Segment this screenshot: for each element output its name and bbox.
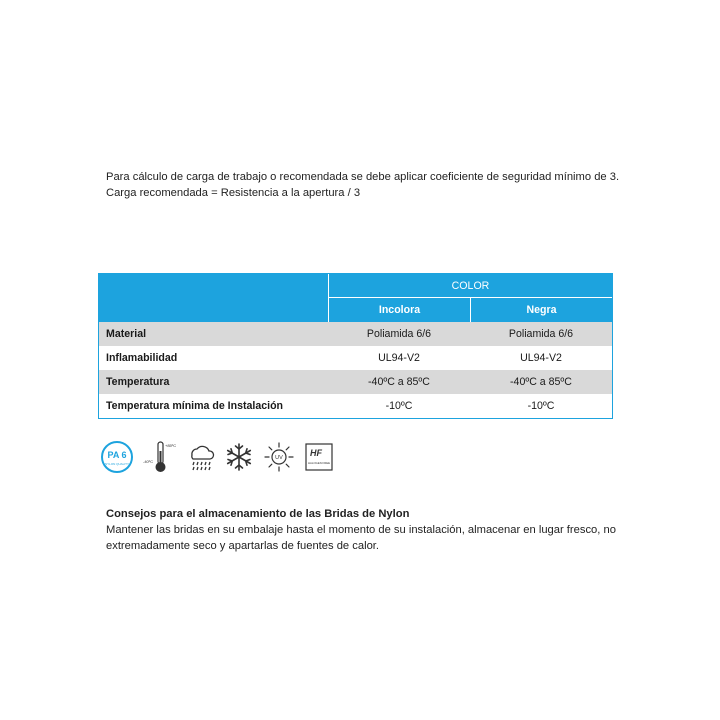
table-row <box>99 370 612 394</box>
header-empty-cell <box>99 298 328 322</box>
hf-sub-label: HALOGEN FREE <box>308 461 330 465</box>
cell-negra: Poliamida 6/6 <box>508 328 574 340</box>
cell-incolora: UL94-V2 <box>378 352 420 364</box>
cell-incolora: -40ºC a 85ºC <box>368 376 430 388</box>
uv-label: UV <box>275 455 283 461</box>
intro-line-2: Carga recomendada = Resistencia a la apertura / 3 <box>106 187 361 199</box>
thermometer-icon <box>140 439 184 475</box>
row-label: Temperatura <box>106 376 170 388</box>
header-incolora: Incolora <box>328 298 470 322</box>
cell-incolora: Poliamida 6/6 <box>366 328 432 340</box>
header-negra: Negra <box>470 298 612 322</box>
cell-negra: UL94-V2 <box>520 352 562 364</box>
halogen-free-icon <box>302 439 336 475</box>
table-row <box>99 394 612 418</box>
pa6-label: PA 6 <box>107 450 127 460</box>
specs-table <box>98 273 613 419</box>
feature-icons <box>100 438 336 476</box>
header-empty-cell <box>99 274 328 298</box>
table-header-row-2 <box>99 298 612 322</box>
row-label: Material <box>106 328 147 340</box>
row-label: Inflamabilidad <box>106 352 178 364</box>
table-row <box>99 322 612 346</box>
uv-sun-icon <box>262 439 296 475</box>
cell-negra: -10ºC <box>527 400 555 412</box>
table-row <box>99 346 612 370</box>
cell-negra: -40ºC a 85ºC <box>510 376 572 388</box>
hf-label: HF <box>310 448 322 458</box>
advice-title: Consejos para el almacenamiento de las Bridas de Nylon <box>106 508 410 520</box>
header-color: COLOR <box>328 274 612 298</box>
pa6-nylon-quality-icon <box>100 439 136 475</box>
table-header-row-1 <box>99 274 612 298</box>
cell-incolora: -10ºC <box>385 400 413 412</box>
advice-body: Mantener las bridas en su embalaje hasta el momento de su instalación, almacenar en lugar fresco, no extremadamente seco y apartarlas de fuentes de calor. <box>106 524 616 552</box>
temp-high-label: +85ºC <box>165 443 177 448</box>
row-label: Temperatura mínima de Instalación <box>106 400 284 412</box>
temp-low-label: -40ºC <box>143 459 154 464</box>
snowflake-icon <box>222 439 256 475</box>
intro-text <box>106 169 619 201</box>
storage-advice <box>106 506 626 554</box>
rain-cloud-icon <box>186 439 216 475</box>
pa6-sub-label: NYLON QUALITY <box>104 462 130 466</box>
intro-line-1: Para cálculo de carga de trabajo o recomendada se debe aplicar coeficiente de seguridad mínimo de 3. <box>106 171 620 183</box>
